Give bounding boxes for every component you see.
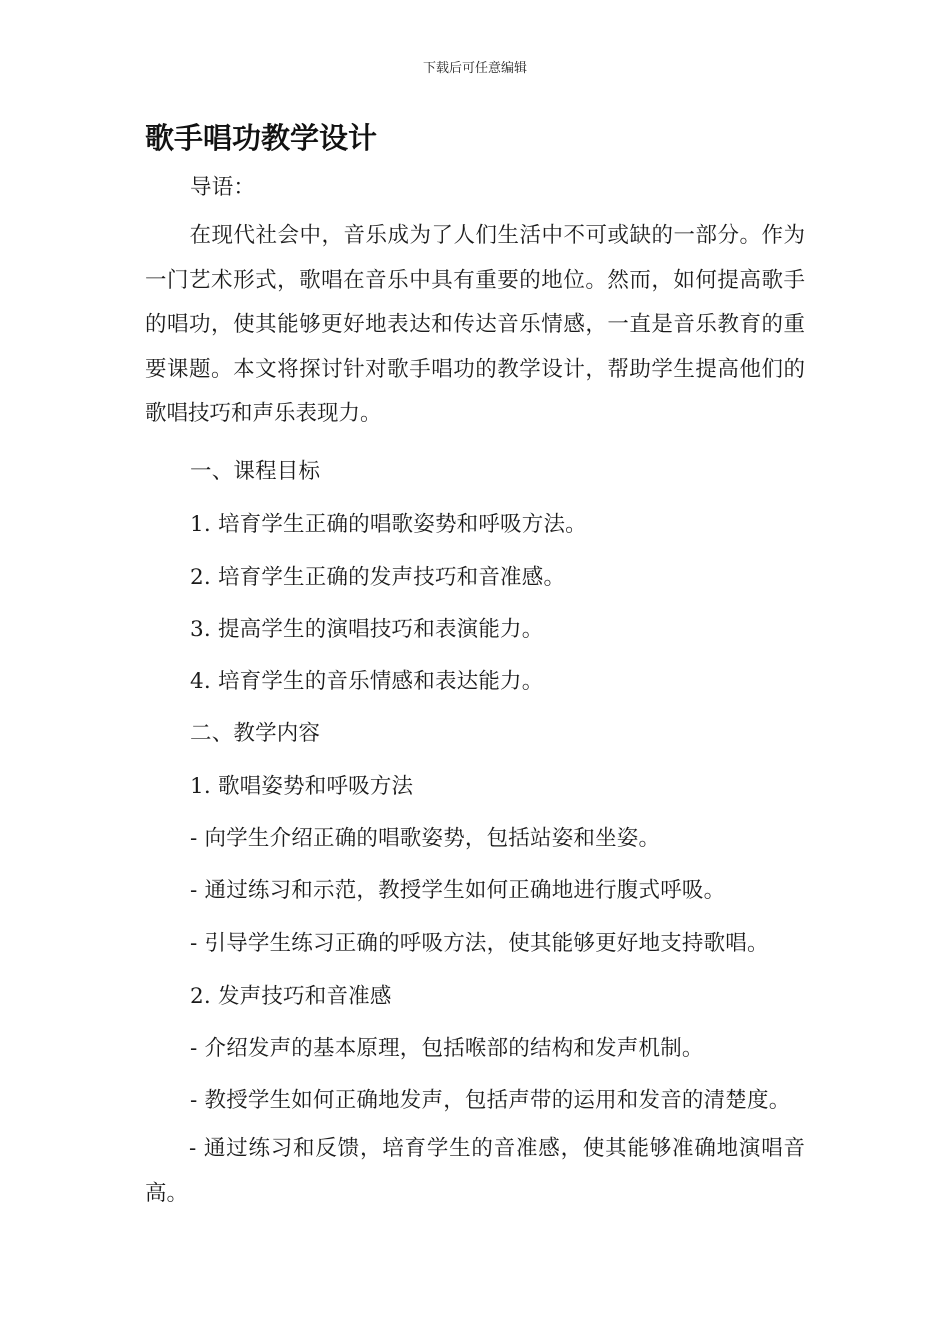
- section-heading-content: 二、教学内容: [190, 721, 321, 746]
- intro-paragraph-text: 在现代社会中，音乐成为了人们生活中不可或缺的一部分。作为一门艺术形式，歌唱在音乐中具有重要的地位。然而，如何提高歌手的唱功，使其能够更好地表达和传达音乐情感，一直是音乐教育的重要课题。本文将探讨针对歌手唱功的教学设计，帮助学生提高他们的歌唱技巧和声乐表现力。: [145, 223, 805, 427]
- goal-item: 2. 培育学生正确的发声技巧和音准感。: [190, 565, 566, 590]
- goal-item: 4. 培育学生的音乐情感和表达能力。: [190, 669, 544, 694]
- section-heading-goals: 一、课程目标: [190, 459, 321, 484]
- content-bullet-text: - 通过练习和反馈，培育学生的音准感，使其能够准确地演唱音高。: [145, 1136, 805, 1206]
- page-header: 下载后可任意编辑: [422, 61, 527, 76]
- content-bullet: - 向学生介绍正确的唱歌姿势，包括站姿和坐姿。: [190, 826, 661, 851]
- content-bullet: - 介绍发声的基本原理，包括喉部的结构和发声机制。: [190, 1036, 704, 1061]
- goal-item: 3. 提高学生的演唱技巧和表演能力。: [190, 617, 544, 642]
- intro-paragraph: [145, 214, 805, 437]
- document-title: 歌手唱功教学设计: [145, 121, 378, 155]
- content-bullet: - 通过练习和示范，教授学生如何正确地进行腹式呼吸。: [190, 878, 726, 903]
- subsection-heading-posture: 1. 歌唱姿势和呼吸方法: [190, 774, 414, 799]
- content-bullet-wrapped: [145, 1127, 805, 1216]
- goal-item: 1. 培育学生正确的唱歌姿势和呼吸方法。: [190, 512, 587, 537]
- subsection-heading-vocal: 2. 发声技巧和音准感: [190, 984, 392, 1009]
- intro-label: 导语：: [190, 175, 256, 200]
- content-bullet: - 引导学生练习正确的呼吸方法，使其能够更好地支持歌唱。: [190, 931, 769, 956]
- content-bullet: - 教授学生如何正确地发声，包括声带的运用和发音的清楚度。: [190, 1088, 791, 1113]
